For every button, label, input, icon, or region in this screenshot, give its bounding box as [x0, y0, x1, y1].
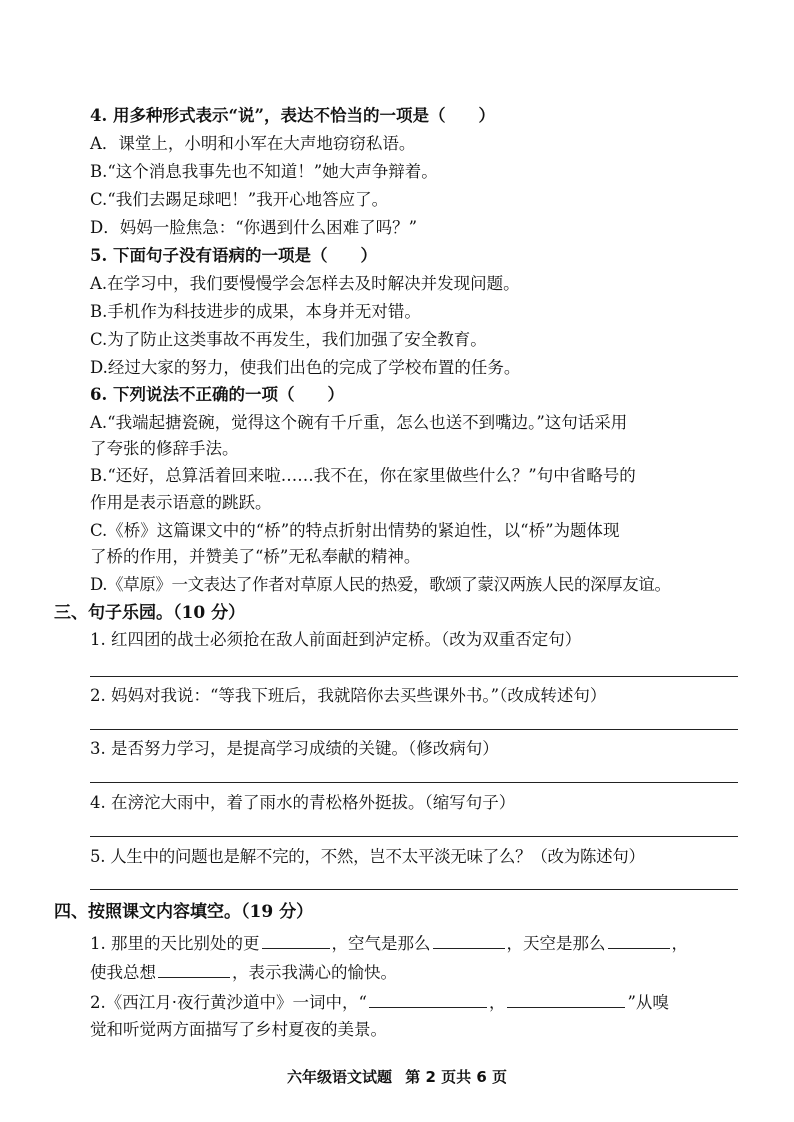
s3-item-4: 4. 在滂沱大雨中，着了雨水的青松格外挺拔。（缩写句子）	[90, 793, 516, 812]
s3-item-2: 2. 妈妈对我说：“等我下班后，我就陪你去买些课外书。”（改成转述句）	[90, 686, 607, 705]
s3-answer-line-1[interactable]	[90, 676, 738, 677]
s4-q1-line2	[90, 959, 750, 985]
s4-q1-blank-3[interactable]	[608, 930, 670, 949]
q5-option-c: C.为了防止这类事故不再发生，我们加强了安全教育。	[90, 330, 487, 349]
q6-option-a-line2: 了夸张的修辞手法。	[90, 439, 239, 458]
s3-answer-line-3[interactable]	[90, 782, 738, 783]
q4-title: 4. 用多种形式表示“说”，表达不恰当的一项是（ ）	[90, 106, 495, 125]
s3-answer-line-5[interactable]	[90, 889, 738, 890]
s4-q1-text-5: 使我总想	[90, 963, 156, 982]
s4-q2-text-2: ，	[488, 993, 506, 1012]
s4-q1-line1	[90, 930, 750, 956]
s4-q1-text-4: ，	[671, 934, 688, 953]
section4-title: 四、按照课文内容填空。（19 分）	[54, 902, 314, 922]
q5-title: 5. 下面句子没有语病的一项是（ ）	[90, 246, 377, 265]
s4-q2-blank-1[interactable]	[369, 989, 487, 1008]
s4-q2-line1	[90, 989, 750, 1015]
q5-option-a: A.在学习中，我们要慢慢学会怎样去及时解决并发现问题。	[90, 274, 520, 293]
s4-q1-blank-1[interactable]	[262, 930, 330, 949]
q4-option-a: A．课堂上，小明和小军在大声地窃窃私语。	[90, 134, 416, 153]
s4-q2-text-3: ”从嗅	[627, 993, 669, 1012]
q5-option-b: B.手机作为科技进步的成果，本身并无对错。	[90, 302, 421, 321]
q6-option-a-line1: A.“我端起搪瓷碗，觉得这个碗有千斤重，怎么也送不到嘴边。”这句话采用	[90, 413, 628, 432]
page-footer	[0, 1066, 794, 1087]
s4-q1-blank-2[interactable]	[433, 930, 505, 949]
q6-option-b-line2: 作用是表示语意的跳跃。	[90, 493, 272, 512]
q5-option-d: D.经过大家的努力，使我们出色的完成了学校布置的任务。	[90, 358, 521, 377]
footer-page-number: 第 2 页共 6 页	[405, 1068, 507, 1086]
s3-answer-line-4[interactable]	[90, 836, 738, 837]
s4-q2-blank-2[interactable]	[507, 989, 625, 1008]
q4-option-c: C.“我们去踢足球吧！”我开心地答应了。	[90, 190, 389, 209]
q6-option-d: D.《草原》一文表达了作者对草原人民的热爱，歌颂了蒙汉两族人民的深厚友谊。	[90, 575, 671, 594]
s3-item-5: 5. 人生中的问题也是解不完的，不然，岂不太平淡无味了么？（改为陈述句）	[90, 847, 645, 866]
q6-option-b-line1: B.“还好，总算活着回来啦……我不在，你在家里做些什么？”句中省略号的	[90, 466, 636, 485]
s3-item-3: 3. 是否努力学习，是提高学习成绩的关键。（修改病句）	[90, 739, 499, 758]
q4-option-d: D．妈妈一脸焦急：“你遇到什么困难了吗？”	[90, 218, 418, 237]
q6-title: 6. 下列说法不正确的一项（ ）	[90, 385, 344, 404]
s4-q1-text-2: ，空气是那么	[331, 934, 431, 953]
q6-option-c-line2: 了桥的作用，并赞美了“桥”无私奉献的精神。	[90, 547, 421, 566]
q4-option-b: B.“这个消息我事先也不知道！”她大声争辩着。	[90, 162, 438, 181]
section3-title: 三、句子乐园。（10 分）	[54, 603, 246, 623]
s4-q1-text-6: ，表示我满心的愉快。	[232, 963, 397, 982]
s4-q1-text-1: 1. 那里的天比别处的更	[90, 934, 260, 953]
s4-q2-text-1: 2.《西江月·夜行黄沙道中》一词中，“	[90, 993, 367, 1012]
footer-subject: 六年级语文试题	[286, 1068, 392, 1086]
s4-q1-text-3: ，天空是那么	[506, 934, 606, 953]
s4-q2-line2: 觉和听觉两方面描写了乡村夏夜的美景。	[90, 1020, 387, 1039]
s3-item-1: 1. 红四团的战士必须抢在敌人前面赶到泸定桥。（改为双重否定句）	[90, 630, 582, 649]
s3-answer-line-2[interactable]	[90, 729, 738, 730]
q6-option-c-line1: C.《桥》这篇课文中的“桥”的特点折射出情势的紧迫性，以“桥”为题体现	[90, 521, 620, 540]
s4-q1-blank-4[interactable]	[158, 959, 230, 978]
